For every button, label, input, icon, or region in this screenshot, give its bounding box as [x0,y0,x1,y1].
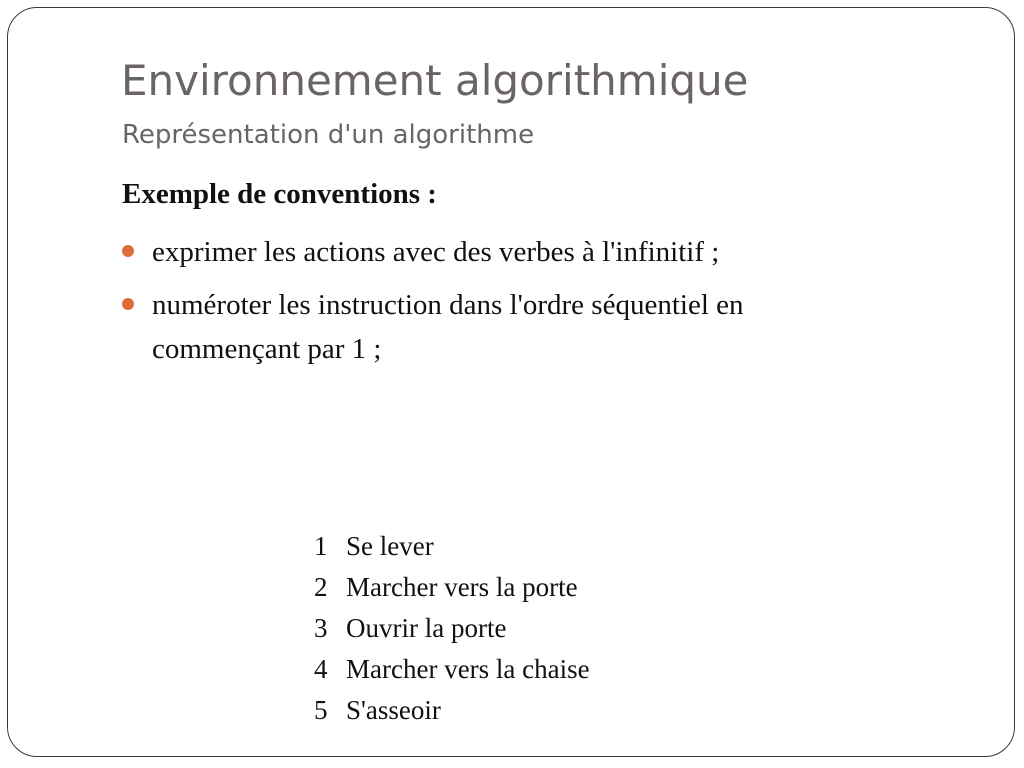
step-item [314,608,590,649]
bullet-list [122,230,882,380]
step-text: Marcher vers la chaise [346,654,590,684]
step-number: 4 [314,654,328,684]
step-item [314,567,590,608]
step-number: 2 [314,572,328,602]
step-item [314,526,590,567]
algorithm-steps [314,526,590,731]
bullet-item [122,230,882,274]
step-number: 5 [314,695,328,725]
step-item [314,690,590,731]
section-heading: Exemple de conventions : [122,178,437,210]
step-number: 1 [314,531,328,561]
slide-title: Environnement algorithmique [121,56,749,105]
bullet-item [122,283,882,371]
bullet-dot-icon [122,298,134,310]
bullet-text: exprimer les actions avec des verbes à l'infinitif ; [152,236,720,268]
bullet-text: numéroter les instruction dans l'ordre séquentiel en commençant par 1 ; [152,289,744,365]
step-text: Marcher vers la porte [346,572,578,602]
step-text: S'asseoir [346,695,441,725]
step-text: Ouvrir la porte [346,613,507,643]
slide-subtitle: Représentation d'un algorithme [122,120,535,150]
bullet-dot-icon [122,245,134,257]
slide-frame [7,7,1015,757]
step-number: 3 [314,613,328,643]
step-text: Se lever [346,531,434,561]
step-item [314,649,590,690]
